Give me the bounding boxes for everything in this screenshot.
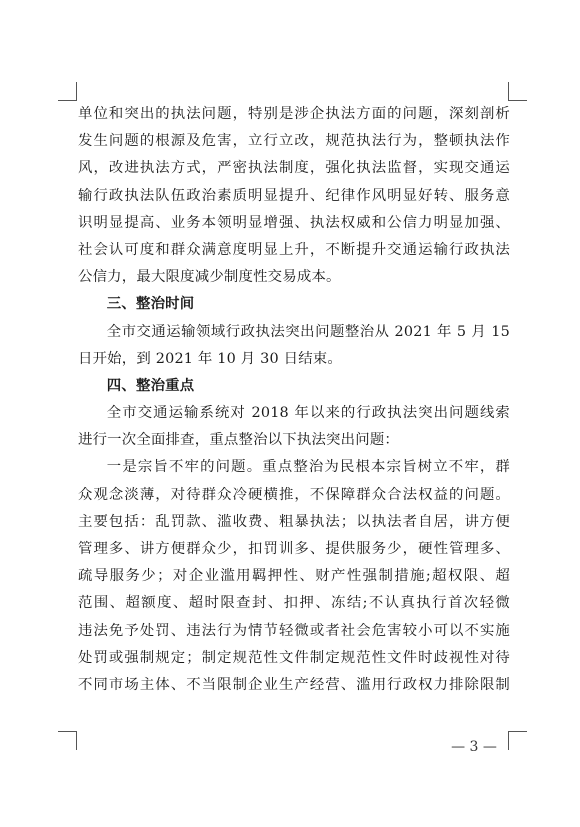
paragraph-line: 进行一次全面排查，重点整治以下执法突出问题：	[78, 432, 399, 449]
paragraph-line: 全市交通运输系统对 2018 年以来的行政执法突出问题线索	[106, 405, 510, 422]
document-body	[78, 101, 510, 699]
crop-mark-bottom-right	[508, 731, 527, 750]
paragraph-line: 发生问题的根源及危害，立行立改，规范执法行为，整顿执法作	[78, 133, 510, 150]
paragraph-line: 全市交通运输领域行政执法突出问题整治从 2021 年 5 月 15	[106, 323, 510, 340]
paragraph-line: 输行政执法队伍政治素质明显提升、纪律作风明显好转、服务意	[78, 187, 510, 204]
paragraph-line: 不同市场主体、不当限制企业生产经营、滥用行政权力排除限制	[78, 676, 510, 693]
paragraph-line: 范围、超额度、超时限查封、扣押、冻结;不认真执行首次轻微	[78, 595, 510, 612]
crop-mark-top-right	[508, 82, 527, 101]
paragraph-line: 处罚或强制规定；制定规范性文件制定规范性文件时歧视性对待	[78, 649, 510, 666]
paragraph-line: 社会认可度和群众满意度明显上升，不断提升交通运输行政执法	[78, 241, 510, 258]
paragraph-line: 众观念淡薄，对待群众冷硬横推，不保障群众合法权益的问题。	[78, 486, 510, 503]
paragraph-line: 违法免予处罚、违法行为情节轻微或者社会危害较小可以不实施	[78, 622, 510, 639]
paragraph-line: 一是宗旨不牢的问题。重点整治为民根本宗旨树立不牢，群	[106, 459, 510, 476]
paragraph-line: 主要包括：乱罚款、滥收费、粗暴执法；以执法者自居，讲方便	[78, 513, 510, 530]
crop-mark-top-left	[58, 82, 77, 101]
paragraph-line: 日开始，到 2021 年 10 月 30 日结束。	[78, 350, 342, 367]
page-number: — 3 —	[451, 739, 497, 755]
paragraph-line: 公信力，最大限度减少制度性交易成本。	[78, 269, 341, 286]
paragraph-line: 识明显提高、业务本领明显增强、执法权威和公信力明显加强、	[78, 214, 510, 231]
section-heading: 三、整治时间	[106, 296, 195, 313]
crop-mark-bottom-left	[58, 731, 77, 750]
paragraph-line: 管理多、讲方便群众少，扣罚训多、提供服务少，硬性管理多、	[78, 541, 510, 557]
paragraph-line: 风，改进执法方式，严密执法制度，强化执法监督，实现交通运	[78, 160, 510, 177]
paragraph-line: 疏导服务少；对企业滥用羁押性、财产性强制措施;超权限、超	[78, 568, 510, 585]
section-heading: 四、整治重点	[106, 377, 195, 394]
paragraph-line: 单位和突出的执法问题，特别是涉企执法方面的问题，深刻剖析	[78, 106, 510, 122]
